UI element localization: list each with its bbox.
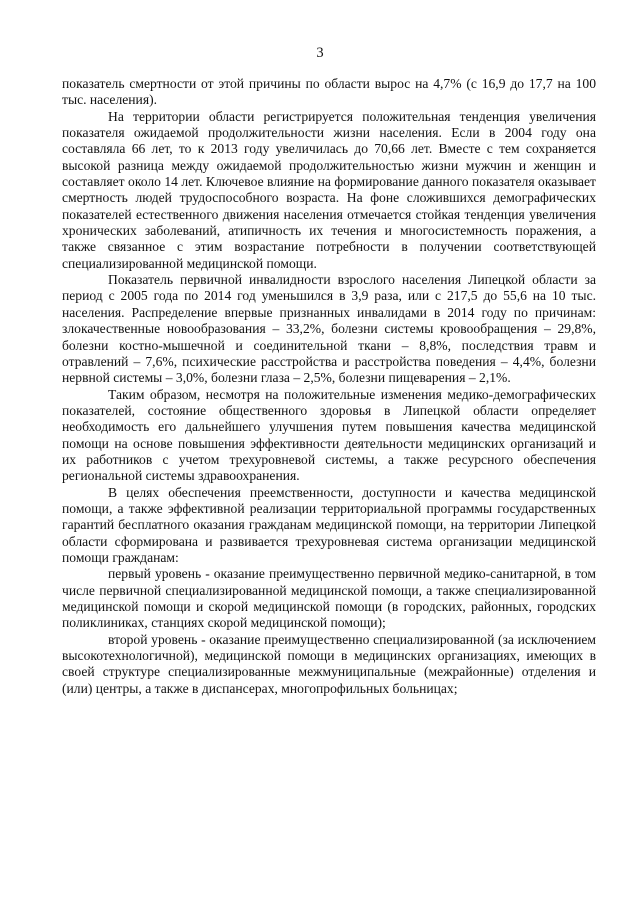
paragraph-disability: Показатель первичной инвалидности взрослого населения Липецкой области за период с 2005 года по 2014 год уменьшился в 3,9 раза, или с 217,5 до 55,6 на 10 тыс. населения. Распределение впервые признанных инвалидами в 2014 году по причинам: злокачественные новообразования – 33,2%, болезни системы кровообращения – 29,8%, болезни костно-мышечной и соединительной ткани – 8,8%, последствия травм и отравлений – 7,6%, психические расстройства и расстройства поведения – 4,4%, болезни нервной системы – 3,0%, болезни глаза – 2,5%, болезни пищеварения – 2,1%. bbox=[62, 272, 596, 386]
paragraph-first-level: первый уровень - оказание преимущественно первичной медико-санитарной, в том числе первичной специализированной медицинской помощи, а также специализированной медицинской помощи и скорой медицинской помощи (в городских, районных, городских поликлиниках, станциях скорой медицинской помощи); bbox=[62, 566, 596, 631]
paragraph-life-expectancy: На территории области регистрируется положительная тенденция увеличения показателя ожидаемой продолжительности жизни населения. Если в 2004 году она составляла 66 лет, то к 2013 году увеличилась до 70,66 лет. Вместе с тем сохраняется высокой разница между ожидаемой продолжительностью жизни мужчин и женщин и составляет около 14 лет. Ключевое влияние на формирование данного показателя оказывает смертность людей трудоспособного возраста. На фоне сложившихся демографических показателей естественного движения населения отмечается стойкая тенденция увеличения хронических заболеваний, атипичность их течения и многосистемность поражения, а также связанное с этим возрастание потребности в получении соответствующей специализированной медицинской помощи. bbox=[62, 108, 596, 271]
page-number: 3 bbox=[316, 45, 324, 61]
paragraph-three-level-system: В целях обеспечения преемственности, доступности и качества медицинской помощи, а также эффективной реализации территориальной программы государственных гарантий бесплатного оказания гражданам медицинской помощи, на территории Липецкой области сформирована и развивается трехуровневая система организации медицинской помощи гражданам: bbox=[62, 484, 596, 565]
paragraph-second-level: второй уровень - оказание преимущественно специализированной (за исключением высокотехнологичной), медицинской помощи в медицинских организациях, имеющих в своей структуре специализированные межмуниципальные (межрайонные) отделения и (или) центры, а также в диспансерах, многопрофильных больницах; bbox=[62, 631, 596, 696]
paragraph-conclusion: Таким образом, несмотря на положительные изменения медико-демографических показателей, состояние общественного здоровья в Липецкой области определяет необходимость его дальнейшего улучшения путем повышения качества медицинской помощи на основе повышения эффективности деятельности медицинских организаций и их работников с учетом трехуровневой системы, а также ресурсного обеспечения региональной системы здравоохранения. bbox=[62, 386, 596, 484]
paragraph-mortality-continuation: показатель смертности от этой причины по области вырос на 4,7% (с 16,9 до 17,7 на 100 тыс. населения). bbox=[62, 76, 596, 108]
document-body bbox=[62, 76, 596, 697]
